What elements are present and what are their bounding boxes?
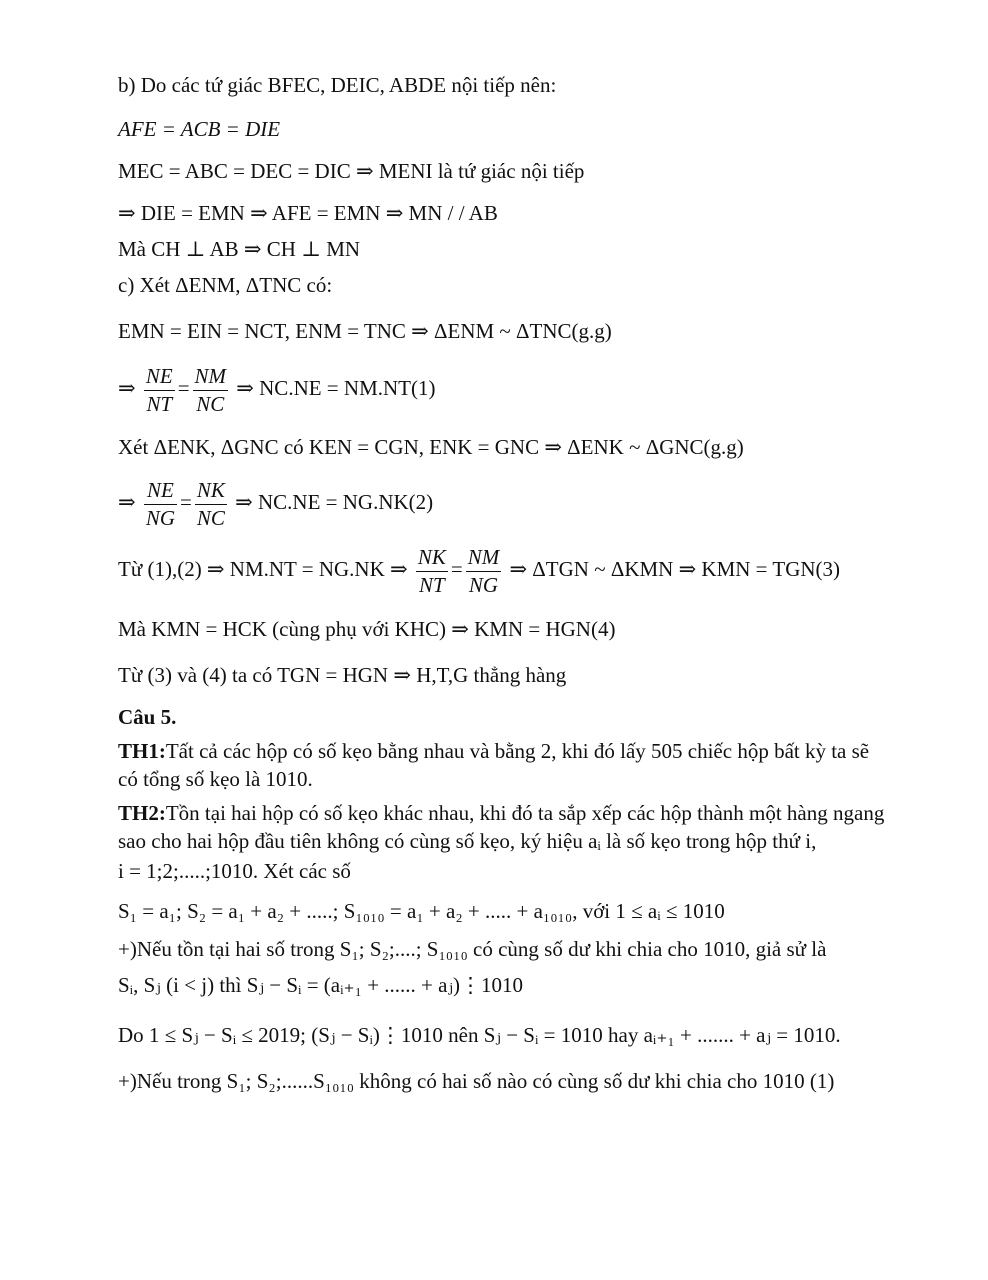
text-line-c-intro: c) Xét ΔENM, ΔTNC có:: [118, 273, 333, 297]
equation-sums: S₁ = a₁; S₂ = a₁ + a₂ + .....; S₁₀₁₀ = a₁ + a₂ + ..... + a₁₀₁₀, với 1 ≤ aᵢ ≤ 1010: [118, 899, 725, 923]
equation-emn: EMN = EIN = NCT, ENM = TNC ⇒ ΔENM ~ ΔTNC(g.g): [118, 319, 612, 343]
text-th1-line2: có tổng số kẹo là 1010.: [118, 767, 313, 791]
equation-fraction-2: [118, 474, 433, 532]
text-xet-enk: Xét ΔENK, ΔGNC có KEN = CGN, ENK = GNC ⇒ ΔENK ~ ΔGNC(g.g): [118, 435, 744, 459]
label-th2: TH2:: [118, 801, 166, 825]
section-heading-cau5: Câu 5.: [118, 705, 177, 729]
implies-symbol: ⇒: [118, 376, 136, 400]
text-case-1-line3: Do 1 ≤ Sⱼ − Sᵢ ≤ 2019; (Sⱼ − Sᵢ)⋮1010 nên Sⱼ − Sᵢ = 1010 hay aᵢ₊₁ + ....... + aⱼ = 1010.: [118, 1023, 841, 1047]
denominator: NG: [468, 572, 499, 597]
equation-tail: ⇒ NC.NE = NM.NT(1): [236, 376, 436, 400]
fraction-nm-nc: [193, 363, 229, 418]
text-case-2-line1: +)Nếu trong S₁; S₂;......S₁₀₁₀ không có hai số nào có cùng số dư khi chia cho 1010 (1): [118, 1069, 835, 1093]
text-kmn-hck: Mà KMN = HCK (cùng phụ với KHC) ⇒ KMN = HGN(4): [118, 617, 616, 641]
equation-head: Từ (1),(2) ⇒ NM.NT = NG.NK ⇒: [118, 557, 408, 581]
equation-afe: AFE = ACB = DIE: [118, 117, 281, 141]
denominator: NT: [146, 391, 173, 416]
equation-mec: MEC = ABC = DEC = DIC ⇒ MENI là tứ giác nội tiếp: [118, 159, 585, 183]
numerator: NM: [466, 544, 502, 572]
numerator: NE: [144, 363, 175, 391]
text-th2-line1: [118, 800, 884, 826]
denominator: NT: [419, 572, 445, 597]
fraction-nk-nc: [195, 477, 227, 532]
equation-tail: ⇒ NC.NE = NG.NK(2): [235, 490, 434, 514]
label-th1: TH1:: [118, 739, 166, 763]
denominator: NC: [196, 505, 225, 530]
equation-fraction-3: [118, 541, 840, 599]
text-th1-line1: [118, 738, 869, 764]
equals-sign: =: [180, 490, 192, 514]
equation-tail: ⇒ ΔTGN ~ ΔKMN ⇒ KMN = TGN(3): [509, 557, 841, 581]
text-case-1-line2: Sᵢ, Sⱼ (i < j) thì Sⱼ − Sᵢ = (aᵢ₊₁ + ...... + aⱼ)⋮1010: [118, 973, 523, 997]
fraction-ne-ng: [144, 477, 177, 532]
text-th2-line2: sao cho hai hộp đầu tiên không có cùng số kẹo, ký hiệu aᵢ là số kẹo trong hộp thứ i,: [118, 829, 817, 853]
numerator: NK: [416, 544, 448, 572]
equation-die: ⇒ DIE = EMN ⇒ AFE = EMN ⇒ MN / / AB: [118, 201, 498, 225]
fraction-nk-nt: [416, 544, 448, 599]
text-th2-body: Tồn tại hai hộp có số kẹo khác nhau, khi đó ta sắp xếp các hộp thành một hàng ngang: [165, 801, 885, 825]
denominator: NC: [196, 391, 225, 416]
text-ch-perp: Mà CH ⊥ AB ⇒ CH ⊥ MN: [118, 237, 361, 261]
text-case-1-line1: +)Nếu tồn tại hai số trong S₁; S₂;....; S₁₀₁₀ có cùng số dư khi chia cho 1010, giả sử là: [118, 937, 827, 961]
text-th2-line3: i = 1;2;.....;1010. Xét các số: [118, 859, 351, 883]
equation-fraction-1: [118, 360, 435, 418]
numerator: NM: [193, 363, 229, 391]
equals-sign: =: [177, 376, 190, 400]
numerator: NK: [195, 477, 227, 505]
implies-symbol: ⇒: [118, 490, 136, 514]
fraction-nm-ng: [466, 544, 502, 599]
denominator: NG: [145, 505, 176, 530]
text-conclusion-htg: Từ (3) và (4) ta có TGN = HGN ⇒ H,T,G thẳng hàng: [118, 663, 567, 687]
fraction-ne-nt: [144, 363, 175, 418]
equals-sign: =: [450, 557, 463, 581]
text-th1-body: Tất cả các hộp có số kẹo bằng nhau và bằng 2, khi đó lấy 505 chiếc hộp bất kỳ ta sẽ: [165, 739, 870, 763]
numerator: NE: [144, 477, 177, 505]
text-line-b-intro: b) Do các tứ giác BFEC, DEIC, ABDE nội tiếp nên:: [118, 73, 557, 97]
